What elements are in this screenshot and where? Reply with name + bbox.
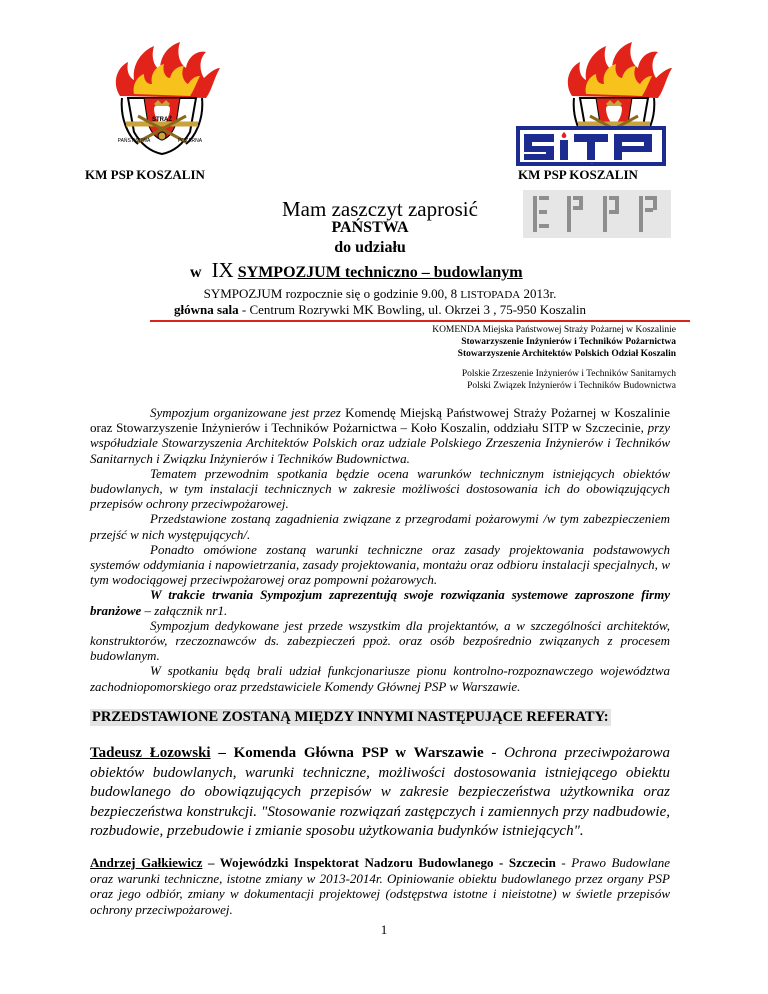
invitation-line-3: do udziału: [334, 239, 406, 256]
left-caption: KM PSP KOSZALIN: [85, 167, 205, 182]
architects-association-logo: [523, 190, 671, 238]
red-divider: [150, 320, 690, 322]
talk-1-title: Ochrona przeciwpożarowa obiektów budowlanych, warunki techniczne, możliwości dostosowania istniejącego obiektu budowlanego do obowiązujących przepisów w zakresie bezpieczeństwa użytkownika oraz bezpieczeństwa konstrukcji. "Stosowanie rozwiązań zastępczych i zamiennych przy nadbudowie, rozbudowie, przebudowie i zmianie sposobu użytkowania budynków istniejących".: [90, 745, 671, 839]
venue-line: [90, 302, 670, 318]
invitation-line-4: [190, 258, 523, 283]
invitation-line-4-prefix: w: [190, 264, 202, 281]
paragraph-organizers: [90, 405, 670, 466]
sitp-logo: [516, 126, 666, 166]
invitation-line-1: Mam zaszczyt zaprosić: [282, 197, 478, 221]
logo-ring-top-text: STRAŻ: [152, 117, 172, 123]
section-heading: PRZEDSTAWIONE ZOSTANĄ MIĘDZY INNYMI NASTĘPUJĄCE REFERATY:: [92, 709, 609, 725]
intro-body: [90, 405, 670, 694]
paragraph-exhibitors: [90, 587, 670, 617]
invitation-roman-numeral: IX: [211, 258, 234, 282]
p1-part-b: Komendę Miejską Państwowej Straży Pożarnej w Koszalinie oraz Stowarzyszenie Inżynierów i Techników Pożarnictwa – Koło Koszalin, oddziału SITP w Szczecinie,: [90, 405, 670, 436]
paragraph-systems: Ponadto omówione zostaną warunki techniczne oraz zasady projektowania podstawowych systemów oddymiania i napowietrzania, zasady projektowania, montażu oraz odbioru instalacji specjalnych, w tym wodociągowej przeciwpożarowej oraz pompowni pożarowych.: [90, 541, 670, 588]
organizers-block: [432, 324, 676, 360]
start-time-line: [120, 286, 640, 302]
logo-ring-right-text: POŻARNA: [177, 138, 203, 144]
co-organizers-block: [462, 368, 676, 392]
p1-part-a: Sympozjum organizowane jest przez: [150, 405, 341, 420]
paragraph-partitions: Przedstawione zostaną zagadnienia związane z przegrodami pożarowymi /w tym zabezpieczeniem przejść w nich występujących/.: [90, 511, 670, 542]
right-caption: KM PSP KOSZALIN: [518, 167, 638, 182]
invitation-line-4-rest: SYMPOZJUM techniczno – budowlanym: [237, 264, 523, 281]
logo-ring-left-text: PAŃSTWOWA: [117, 138, 151, 144]
talk-1-affiliation: – Komenda Główna PSP w Warszawie: [210, 745, 484, 761]
talk-1-speaker: Tadeusz Łozowski: [90, 745, 211, 761]
p5-rest: – załącznik nr1.: [141, 602, 228, 618]
organizer-line: Stowarzyszenie Architektów Polskich Odział Koszalin: [457, 349, 676, 359]
p5-bold: W trakcie trwania Sympozjum zaprezentują swoje rozwiązania systemowe zaproszone firmy branżowe: [90, 587, 670, 618]
p1-part-c: przy współudziale Stowarzyszenia Architektów Polskich oraz udziale Polskiego Zrzeszenia Inżynierów i Techników Sanitarnych i Związku Inżynierów i Techników Budownictwa.: [90, 420, 670, 466]
organizer-line: KOMENDA Miejska Państwowej Straży Pożarnej w Koszalinie: [432, 325, 676, 335]
sitp-logo-text: SITP: [591, 164, 594, 165]
start-suffix: 2013r.: [520, 286, 557, 301]
venue-label: główna sala: [174, 302, 239, 317]
psp-emblem-left-logo: [98, 38, 226, 156]
co-organizer-line: Polskie Zrzeszenie Inżynierów i Techników Sanitarnych: [461, 369, 676, 379]
talk-1: [90, 744, 670, 842]
organizer-line: Stowarzyszenie Inżynierów i Techników Pożarnictwa: [461, 337, 676, 347]
venue-text: - Centrum Rozrywki MK Bowling, ul. Okrzei 3 , 75-950 Koszalin: [238, 302, 586, 317]
start-month: LISTOPADA: [460, 289, 521, 301]
invitation-line-2: PAŃSTWA: [331, 219, 409, 236]
paragraph-theme: Tematem przewodnim spotkania będzie ocena warunków technicznym istniejących obiektów budowlanych, w tym instalacji technicznych w zakresie możliwości dostosowania ich do obowiązujących przepisów ochrony przeciwpożarowej.: [90, 465, 670, 512]
talk-1-separator: -: [483, 745, 505, 761]
start-prefix: SYMPOZJUM rozpocznie się o godzinie 9.00, 8: [203, 286, 461, 301]
paragraph-audience: Sympozjum dedykowane jest przede wszystkim dla projektantów, a w szczególności architektów, konstruktorów, rzeczoznawców ds. zabezpieczeń ppoż. oraz osób bezpośrednio związanych z procesem budowlanym.: [90, 617, 670, 664]
talk-2: [90, 855, 670, 917]
co-organizer-line: Polski Związek Inżynierów i Techników Budownictwa: [467, 381, 676, 391]
page-number: 1: [380, 922, 388, 937]
talk-2-title: Prawo Budowlane oraz warunki techniczne, istotne zmiany w 2013-2014r. Opiniowanie obiektu budowlanego przez organy PSP oraz jego odbiór, zmiany w dokumentacji projektowej (odstępstwa istotne i nieistotne) w świetle przepisów ochrony przeciwpożarowej.: [90, 855, 670, 917]
paragraph-attendees: W spotkaniu będą brali udział funkcjonariusze pionu kontrolno-rozpoznawczego województwa zachodniopomorskiego oraz przedstawiciele Komendy Głównej PSP w Warszawie.: [90, 663, 670, 694]
talk-2-speaker: Andrzej Gałkiewicz: [90, 855, 203, 870]
talk-2-separator: -: [555, 855, 572, 870]
talk-2-affiliation: – Wojewódzki Inspektorat Nadzoru Budowlanego - Szczecin: [202, 855, 556, 870]
